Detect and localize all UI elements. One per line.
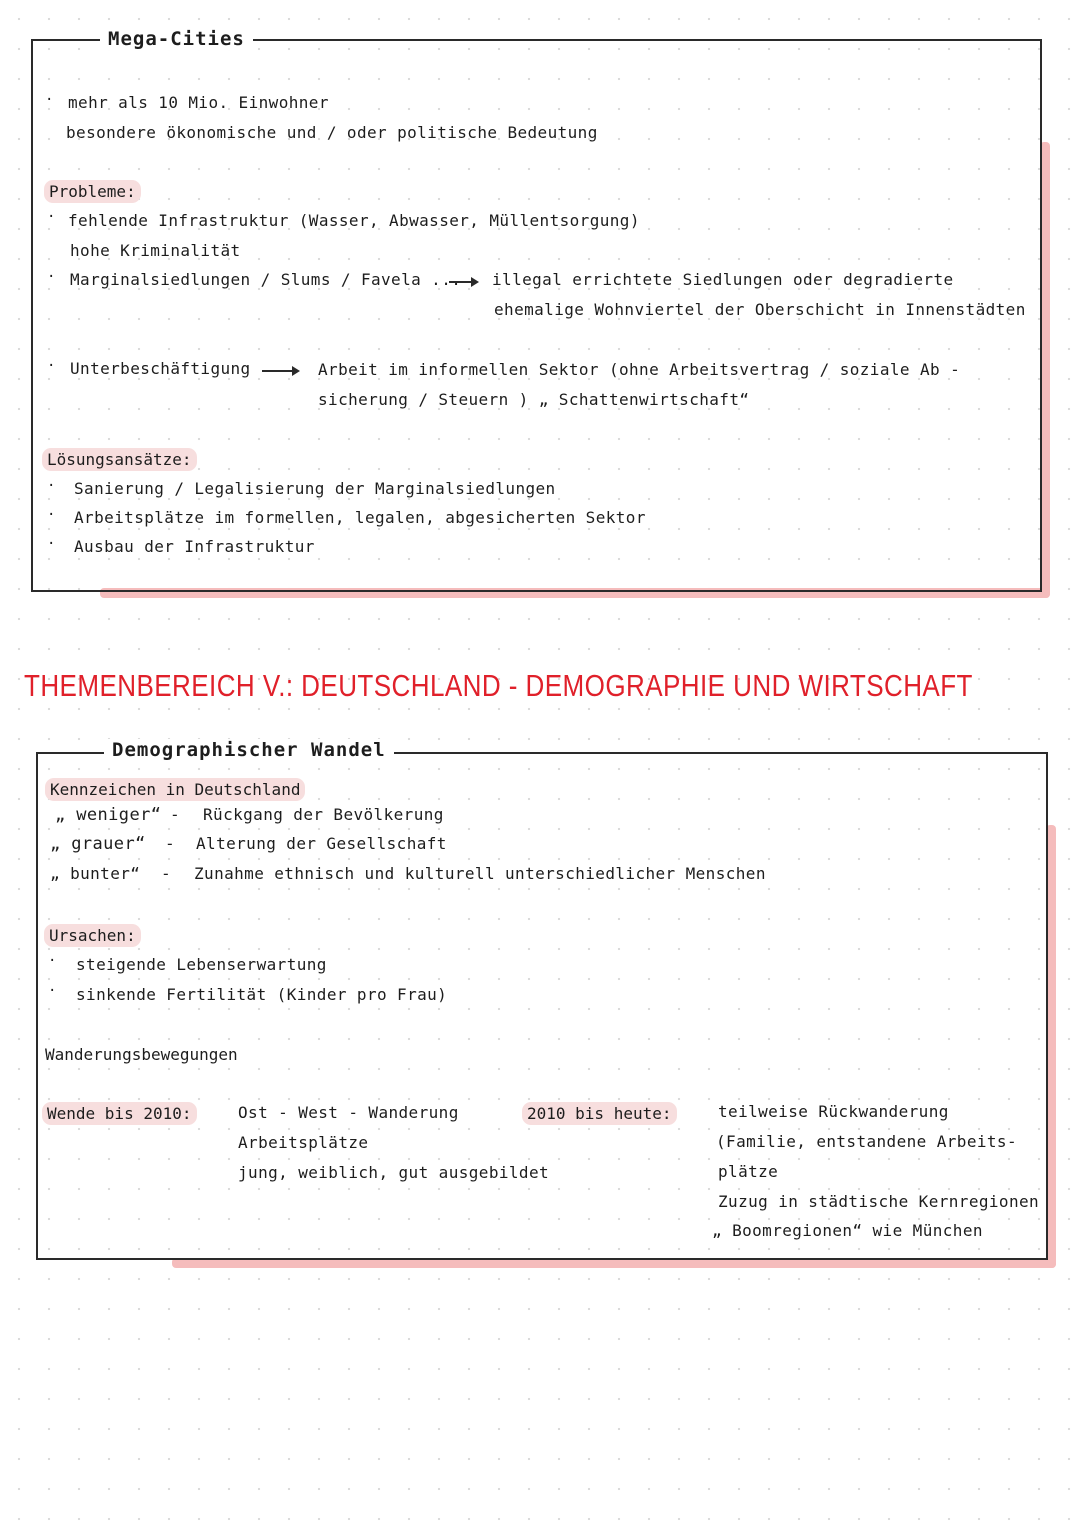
feature-greyer-value: Alterung der Gesellschaft	[196, 834, 447, 853]
bullet: ·	[47, 478, 56, 494]
today-heading: 2010 bis heute:	[522, 1102, 677, 1125]
problem-infrastructure: fehlende Infrastruktur (Wasser, Abwasser, Müllentsorgung)	[68, 211, 640, 230]
underemployment-note-line1: Arbeit im informellen Sektor (ohne Arbeitsvertrag / soziale Ab -	[318, 360, 961, 379]
bullet: ·	[47, 358, 56, 374]
dash: -	[165, 834, 176, 853]
problem-crime: hohe Kriminalität	[70, 241, 241, 260]
demographic-change-box	[36, 752, 1048, 1260]
demographic-change-title: Demographischer Wandel	[104, 739, 394, 761]
today-urban-influx: Zuzug in städtische Kernregionen	[718, 1192, 1040, 1211]
wende-jobs: Arbeitsplätze	[238, 1133, 369, 1152]
feature-greyer-key: „ grauer“	[50, 834, 146, 854]
feature-fewer-key: „ weniger“	[55, 805, 162, 825]
solution-legalization: Sanierung / Legalisierung der Marginalsiedlungen	[74, 479, 556, 498]
slums-note-line2: ehemalige Wohnviertel der Oberschicht in Innenstädten	[494, 300, 1026, 319]
today-boom-regions: „ Boomregionen“ wie München	[712, 1221, 983, 1240]
problem-underemployment: Unterbeschäftigung	[70, 359, 251, 378]
definition-importance: besondere ökonomische und / oder politische Bedeutung	[66, 123, 598, 142]
wende-heading: Wende bis 2010:	[42, 1102, 197, 1125]
cause-life-expectancy: steigende Lebenserwartung	[76, 955, 327, 974]
problem-slums: Marginalsiedlungen / Slums / Favela ...	[70, 270, 462, 289]
bullet: ·	[47, 269, 56, 285]
underemployment-note-line2: sicherung / Steuern ) „ Schattenwirtschaft“	[318, 390, 750, 409]
solutions-heading: Lösungsansätze:	[42, 448, 197, 471]
bullet: ·	[47, 507, 56, 523]
definition-population: mehr als 10 Mio. Einwohner	[68, 93, 329, 112]
bullet: ·	[48, 983, 57, 999]
bullet: ·	[47, 536, 56, 552]
mega-cities-title: Mega-Cities	[100, 28, 253, 50]
solution-infrastructure: Ausbau der Infrastruktur	[74, 537, 315, 556]
feature-more-diverse-key: „ bunter“	[50, 864, 141, 883]
causes-heading: Ursachen:	[44, 924, 141, 947]
bullet: ·	[48, 953, 57, 969]
today-reasons-line1: (Familie, entstandene Arbeits-	[716, 1132, 1017, 1151]
bullet: ·	[45, 92, 54, 108]
today-reasons-line2: plätze	[718, 1162, 779, 1181]
bullet: ·	[47, 209, 56, 225]
today-return-migration: teilweise Rückwanderung	[718, 1102, 949, 1121]
dash: -	[170, 805, 181, 824]
cause-fertility: sinkende Fertilität (Kinder pro Frau)	[76, 985, 448, 1004]
theme-heading: THEMENBEREICH V.: DEUTSCHLAND - DEMOGRAPHIE UND WIRTSCHAFT	[24, 668, 973, 703]
slums-note-line1: illegal errichtete Siedlungen oder degradierte	[492, 270, 954, 289]
wende-profile: jung, weiblich, gut ausgebildet	[238, 1163, 550, 1182]
migration-heading: Wanderungsbewegungen	[45, 1045, 238, 1064]
wende-east-west: Ost - West - Wanderung	[238, 1103, 459, 1122]
arrow-icon	[262, 370, 296, 372]
dash: -	[161, 864, 172, 883]
solution-jobs: Arbeitsplätze im formellen, legalen, abgesicherten Sektor	[74, 508, 646, 527]
arrow-icon	[449, 281, 475, 283]
feature-fewer-value: Rückgang der Bevölkerung	[203, 805, 444, 824]
problems-heading: Probleme:	[44, 180, 141, 203]
feature-more-diverse-value: Zunahme ethnisch und kulturell unterschiedlicher Menschen	[194, 864, 766, 883]
features-heading: Kennzeichen in Deutschland	[45, 778, 305, 801]
